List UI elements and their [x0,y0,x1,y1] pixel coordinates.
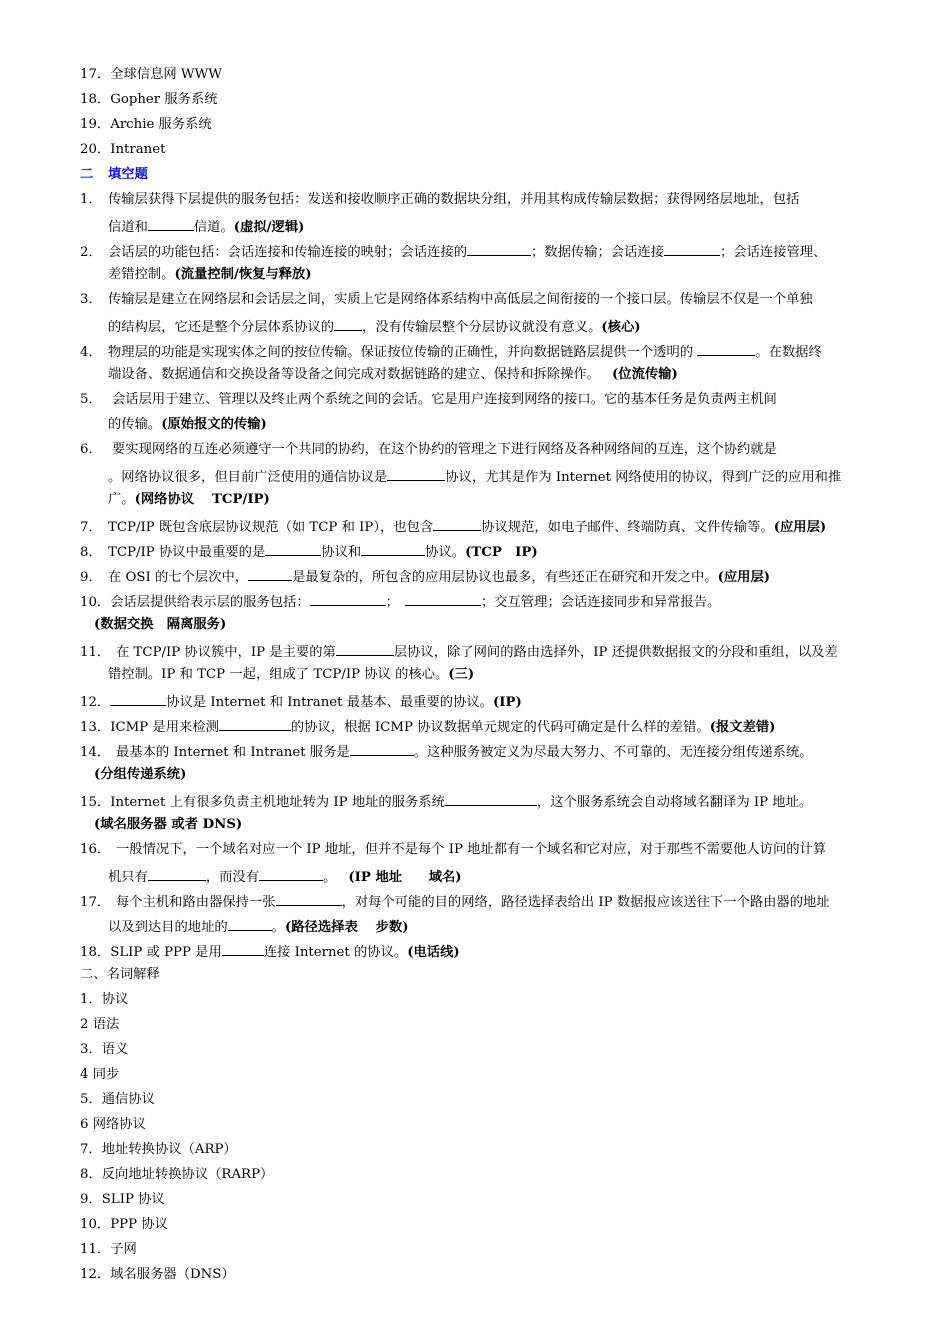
answer: (流量控制/恢复与释放) [174,267,312,282]
blank [219,716,291,731]
answer: (IP 地址 域名) [348,870,462,885]
answer: (域名服务器 或者 DNS) [94,817,243,832]
question-15-line-1: 15．Internet 上有很多负责主机地址转为 IP 地址的服务系统 ，这个服务系统会自动将域名翻译为 IP 地址。 [80,791,812,812]
list-item: 2 语法 [80,1017,120,1032]
answer: (TCP IP) [465,545,538,560]
blank [361,541,425,556]
answer: (应用层) [773,520,827,535]
blank [276,891,342,906]
question-7: 7． TCP/IP 既包含底层协议规范（如 TCP 和 IP），也包含 协议规范，如电子邮件、终端防真、文件传输等。(应用层) [80,516,826,537]
section-heading-terms: 二、名词解释 [80,967,160,982]
blank [228,916,272,931]
blank [387,466,445,481]
question-18: 18．SLIP 或 PPP 是用 连接 Internet 的协议。(电话线) [80,941,460,962]
question-16-line-1: 16． 一般情况下，一个域名对应一个 IP 地址，但并不是每个 IP 地址都有一个域名和它对应，对于那些不需要他人访问的计算 [80,842,827,857]
blank [467,241,531,256]
question-3-line-1: 3． 传输层是建立在网络层和会话层之间，实质上它是网络体系结构中高低层之间衔接的一个接口层。传输层不仅是一个单独 [80,292,813,307]
question-14-line-1: 14． 最基本的 Internet 和 Intranet 服务是 。这种服务被定义为尽最大努力、不可靠的、无连接分组传递系统。 [80,741,813,762]
list-item [80,141,165,159]
question-16-line-2: 机只有 ，而没有 。 (IP 地址 域名) [108,866,462,887]
question-6-line-2: 。网络协议很多，但目前广泛使用的通信协议是 协议，尤其是作为 Internet 网络使用的协议，得到广泛的应用和推 [108,466,841,487]
blank [664,241,720,256]
answer: (报文差错) [709,720,776,735]
question-8: 8． TCP/IP 协议中最重要的是 协议和 协议。(TCP IP) [80,541,538,562]
question-9: 9． 在 OSI 的七个层次中， 是最复杂的，所包含的应用层协议也最多，有些还正在研究和开发之中。(应用层) [80,566,770,587]
blank [259,866,323,881]
question-3-line-2: 的结构层，它还是整个分层体系协议的 ，没有传输层整个分层协议就没有意义。(核心) [108,316,641,337]
blank [148,216,194,231]
blank [334,316,362,331]
answer: (应用层) [717,570,771,585]
blank [310,591,386,606]
item-text: 全球信息网 WWW [110,67,222,82]
list-item: 9．SLIP 协议 [80,1192,165,1207]
blank [445,791,537,806]
question-11-line-1: 11． 在 TCP/IP 协议簇中，IP 是主要的第 层协议，除了网间的路由选择外，IP 还提供数据报文的分段和重组，以及差 [80,641,838,662]
blank [405,591,481,606]
item-number: 20． [80,142,111,157]
list-item: 5．通信协议 [80,1092,155,1107]
answer: (分组传递系统) [94,767,187,782]
answer: (三) [448,667,475,682]
question-11-line-2: 错控制。IP 和 TCP 一起，组成了 TCP/IP 协议 的核心。(三) [108,667,475,682]
blank [265,541,321,556]
answer: (位流传输) [611,367,678,382]
question-4-line-1: 4． 物理层的功能是实现实体之间的按位传输。保证按位传输的正确性，并向数据链路层提供一个透明的 。在数据终 [80,341,822,362]
list-item [80,116,212,134]
blank [350,741,414,756]
list-item: 7．地址转换协议（ARP） [80,1142,237,1157]
question-6-line-1: 6． 要实现网络的互连必须遵守一个共同的协约，在这个协约的管理之下进行网络及各种网络间的互连，这个协约就是 [80,442,777,457]
answer: (IP) [492,695,522,710]
item-text: Intranet [110,142,166,157]
list-item: 3．语义 [80,1042,129,1057]
question-1-line-2: 信道和 信道。(虚拟/逻辑) [108,216,304,237]
question-4-line-2: 端设备、数据通信和交换设备等设备之间完成对数据链路的建立、保持和拆除操作。 (位流传输) [108,367,678,382]
item-number: 17． [80,67,111,82]
item-text: Gopher 服务系统 [110,92,218,107]
list-item: 4 同步 [80,1067,120,1082]
question-17-line-1: 17． 每个主机和路由器保持一张 ，对每个可能的目的网络，路径选择表给出 IP 数据报应该送往下一个路由器的地址 [80,891,830,912]
question-6-line-3: 广。(网络协议 TCP/IP) [108,492,270,507]
question-2-line-2: 差错控制。(流量控制/恢复与释放) [108,267,312,282]
question-5-line-1: 5． 会话层用于建立、管理以及终止两个系统之间的会话。它是用户连接到网络的接口。它的基本任务是负责两主机间 [80,392,777,407]
section-heading-fill-blanks: 二 填空题 [80,167,148,182]
list-item: 11．子网 [80,1242,137,1257]
blank [248,566,292,581]
blank [433,516,481,531]
answer: (数据交换 隔离服务) [94,617,227,632]
answer: (核心) [601,320,641,335]
blank [110,691,166,706]
list-item [80,91,218,109]
list-item: 6 网络协议 [80,1117,146,1132]
question-12: 12． 协议是 Internet 和 Intranet 最基本、最重要的协议。(IP) [80,691,522,712]
item-number: 19． [80,117,111,132]
question-5-line-2: 的传输。(原始报文的传输) [108,417,267,432]
blank [148,866,206,881]
list-item [80,66,222,84]
list-item: 1．协议 [80,992,129,1007]
blank [336,641,394,656]
list-item: 10．PPP 协议 [80,1217,168,1232]
answer: (网络协议 TCP/IP) [134,492,270,507]
answer: (电话线) [407,945,460,960]
blank [222,941,264,956]
blank [697,341,755,356]
question-2-line-1: 2． 会话层的功能包括：会话连接和传输连接的映射；会话连接的 ；数据传输；会话连接 ；会话连接管理、 [80,241,826,262]
question-1-line-1: 1． 传输层获得下层提供的服务包括：发送和接收顺序正确的数据块分组，并用其构成传输层数据；获得网络层地址，包括 [80,192,800,207]
list-item: 12．域名服务器（DNS） [80,1267,235,1282]
answer: (原始报文的传输) [161,417,267,432]
item-number: 18． [80,92,111,107]
question-17-line-2: 以及到达目的地址的 。(路径选择表 步数) [108,916,409,937]
question-10-line-1: 10．会话层提供给表示层的服务包括： ； ；交互管理；会话连接同步和异常报告。 [80,591,720,612]
answer: (虚拟/逻辑) [233,220,305,235]
item-text: Archie 服务系统 [110,117,212,132]
list-item: 8．反向地址转换协议（RARP） [80,1167,274,1182]
answer: (路径选择表 步数) [284,920,409,935]
question-13: 13．ICMP 是用来检测 的协议，根据 ICMP 协议数据单元规定的代码可确定是什么样的差错。(报文差错) [80,716,775,737]
